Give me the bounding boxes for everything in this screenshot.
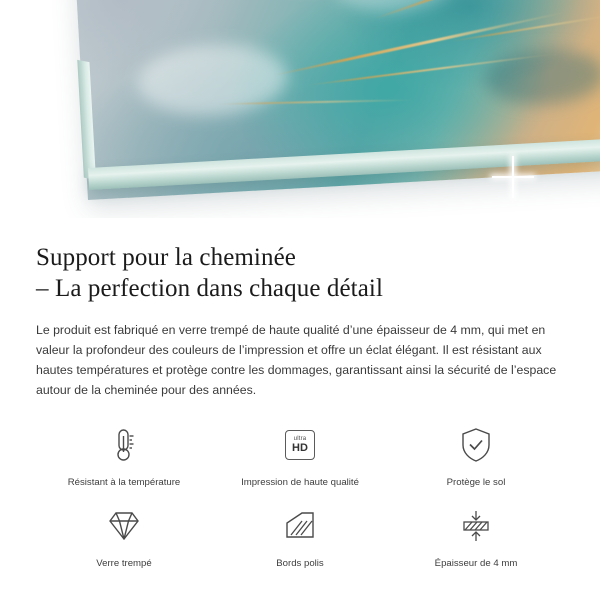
- description-paragraph: Le produit est fabriqué en verre trempé de haute qualité d’une épaisseur de 4 mm, qui met en valeur la profondeur des couleurs de l’impression et offre un éclat élégant. Il est résistant aux hautes températures et protège contre les dommages, garantissant ainsi la sécurité de l’espace autour de la cheminée pour des années.: [36, 323, 557, 397]
- gold-vein: [450, 13, 600, 42]
- feature-thickness-4mm: [388, 503, 564, 570]
- feature-floor-protection: [388, 422, 564, 489]
- polished-edges-icon: [282, 503, 318, 549]
- feature-tempered-glass: [36, 503, 212, 570]
- feature-label: Impression de haute qualité: [241, 477, 359, 488]
- feature-label: Résistant à la température: [67, 477, 181, 488]
- feature-polished-edges: [212, 503, 388, 570]
- feature-label: Épaisseur de 4 mm: [434, 558, 518, 569]
- feature-temperature-resistant: [36, 422, 212, 489]
- shield-check-icon: [460, 422, 492, 468]
- diamond-icon: [105, 503, 143, 549]
- headline-line-2: – La perfection dans chaque détail: [36, 275, 383, 302]
- feature-label: Protège le sol: [446, 477, 506, 488]
- hero-image: [0, 0, 600, 218]
- feature-high-quality-print: [212, 422, 388, 489]
- ultra-hd-badge-icon: [285, 422, 315, 468]
- hero-image-inner: [0, 0, 600, 218]
- page-title: [36, 242, 564, 304]
- badge-top-text: ultra: [293, 436, 307, 442]
- badge-bottom-text: HD: [292, 442, 308, 454]
- thermometer-icon: [107, 422, 141, 468]
- feature-grid: [36, 422, 564, 570]
- feature-label: Verre trempé: [96, 558, 152, 569]
- content-area: [0, 242, 600, 570]
- thickness-arrows-icon: [458, 503, 494, 549]
- marble-wisp: [136, 40, 290, 118]
- feature-label: Bords polis: [276, 558, 324, 569]
- headline-line-1: Support pour la cheminée: [36, 244, 296, 271]
